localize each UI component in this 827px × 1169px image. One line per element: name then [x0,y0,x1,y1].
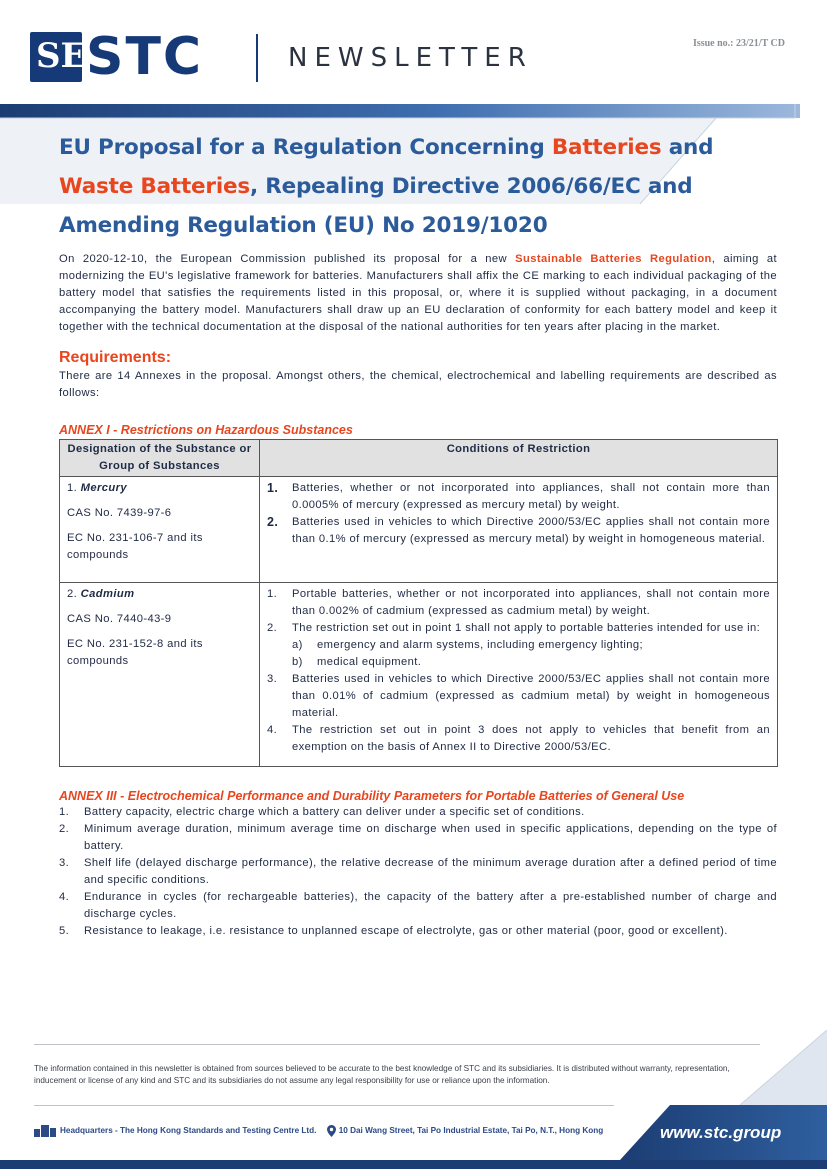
building-icon [34,1125,56,1137]
table-row [60,583,778,767]
headquarters-label: Headquarters - The Hong Kong Standards and Testing Centre Ltd. [60,1126,317,1135]
title-text-4: Amending Regulation (EU) No 2019/1020 [59,213,548,238]
ec-number: EC No. 231-106-7 and its compounds [67,532,203,561]
cas-number: CAS No. 7440-43-9 [67,613,172,625]
list-item [59,804,777,821]
substance-number: 1. [67,482,78,494]
substance-cell-mercury [60,477,260,583]
newsletter-label: NEWSLETTER [288,43,533,73]
condition-item [267,586,770,620]
list-text: Battery capacity, electric charge which a battery can deliver under a specific set of conditions. [84,806,585,818]
list-number: 3. [59,857,70,869]
intro-paragraph [59,251,777,336]
cas-number: CAS No. 7439-97-6 [67,507,172,519]
footer-divider [34,1105,614,1106]
headquarters-address: 10 Dai Wang Street, Tai Po Industrial Estate, Tai Po, N.T., Hong Kong [338,1126,604,1135]
logo-divider [256,34,258,82]
annex3-list [59,804,777,940]
page-header [0,0,827,110]
title-text-2: and [661,135,714,160]
intro-highlight: Sustainable Batteries Regulation [515,253,712,265]
requirements-heading: Requirements: [59,349,172,366]
condition-text: Batteries used in vehicles to which Directive 2000/53/EC applies shall not contain more than 0.01% of cadmium (expressed as cadmium metal) by weight in homogeneous material. [292,673,770,719]
title-highlight-batteries: Batteries [551,135,662,160]
substance-cell-cadmium [60,583,260,767]
logo-glyph: SE [36,36,87,76]
subitem-letter: a) [292,639,303,651]
logo-text: STC [86,27,204,87]
list-number: 4. [59,891,70,903]
table-row [60,477,778,583]
condition-text: Batteries, whether or not incorporated into appliances, shall not contain more than 0.0005% of mercury (expressed as mercury metal) by weight. [292,482,770,511]
list-number: 5. [59,925,70,937]
condition-number: 1. [267,588,278,600]
annex1-table [59,439,778,767]
list-item [59,923,777,940]
annex1-title: ANNEX I - Restrictions on Hazardous Substances [59,423,353,437]
conditions-cell-mercury [260,477,778,583]
condition-item [267,620,770,671]
condition-text: The restriction set out in point 1 shall not apply to portable batteries intended for use in: [292,622,761,634]
intro-text-before: On 2020-12-10, the European Commission published its proposal for a new [59,253,516,265]
condition-subitem [292,654,770,671]
list-text: Minimum average duration, minimum average time on discharge when used in specific applications, depending on the type of battery. [84,823,777,852]
condition-item [267,514,770,548]
conditions-cell-cadmium [260,583,778,767]
list-text: Shelf life (delayed discharge performance), the relative decrease of the minimum average duration after a defined period of time and specific conditions. [84,857,777,886]
list-text: Endurance in cycles (for rechargeable batteries), the capacity of the battery after a pre-established number of charge and discharge cycles. [84,891,777,920]
list-number: 1. [59,806,70,818]
footer-disclaimer: The information contained in this newsletter is obtained from sources believed to be accurate to the best knowledge of STC and its subsidiaries. It is distributed without warranty, representation, inducement or license of any kind and STC and its subsidiaries do not assume any legal responsibility for use or reliance upon the information. [34,1064,730,1085]
condition-number: 3. [267,673,278,685]
title-highlight-waste-batteries: Waste Batteries [59,174,250,199]
location-pin-icon [327,1125,336,1137]
bottom-bar [0,1160,827,1169]
substance-number: 2. [67,588,78,600]
requirements-text: There are 14 Annexes in the proposal. Amongst others, the chemical, electrochemical and labelling requirements are described as follows: [59,370,777,399]
article-content [59,128,777,940]
article-title [59,128,777,245]
subitem-text: medical equipment. [317,656,422,668]
condition-item [267,722,770,756]
condition-item [267,671,770,722]
ec-number: EC No. 231-152-8 and its compounds [67,638,203,667]
stc-logo-icon [30,32,87,82]
condition-number: 1. [267,481,279,495]
condition-text: Batteries used in vehicles to which Directive 2000/53/EC applies shall not contain more than 0.1% of mercury (expressed as mercury metal) by weight in homogeneous material. [292,516,770,545]
issue-number: Issue no.: 23/21/T CD [692,38,785,49]
condition-subitem [292,637,770,654]
condition-text: Portable batteries, whether or not incorporated into appliances, shall not contain more than 0.002% of cadmium (expressed as cadmium metal) by weight. [292,588,770,617]
list-item [59,855,777,889]
headquarters-info [34,1122,603,1140]
list-item [59,889,777,923]
intro-text-after: , aiming at modernizing the EU's legislative framework for batteries. Manufacturers shall affix the CE marking to each individual packaging of the battery model that satisfies the requirements listed in this proposal, or, where it is supplied without packaging, in a document accompanying the battery model. Manufacturers shall draw up an EU declaration of conformity for each battery model and keep it together with the technical documentation at the disposal of the national authorities for ten years after placing in the market. [59,253,777,333]
title-text-3: , Repealing Directive 2006/66/EC and [249,174,693,199]
condition-number: 2. [267,622,278,634]
subitem-letter: b) [292,656,303,668]
condition-number: 4. [267,724,278,736]
table-header-substance: Designation of the Substance or Group of Substances [60,440,260,477]
substance-name: Mercury [80,482,127,494]
annex3-title: ANNEX III - Electrochemical Performance and Durability Parameters for Portable Batteries of General Use [59,789,685,803]
condition-item [267,480,770,514]
website-link[interactable]: www.stc.group [660,1123,782,1142]
substance-name: Cadmium [80,588,135,600]
list-text: Resistance to leakage, i.e. resistance to unplanned escape of electrolyte, gas or other material (poor, good or excellent). [84,925,728,937]
subitem-text: emergency and alarm systems, including emergency lighting; [317,639,644,651]
list-number: 2. [59,823,70,835]
condition-text: The restriction set out in point 3 does not apply to vehicles that benefit from an exemption on the basis of Annex II to Directive 2000/53/EC. [292,724,770,753]
list-item [59,821,777,855]
condition-number: 2. [267,515,279,529]
title-text-1: EU Proposal for a Regulation Concerning [59,135,552,160]
table-header-conditions: Conditions of Restriction [260,440,778,477]
